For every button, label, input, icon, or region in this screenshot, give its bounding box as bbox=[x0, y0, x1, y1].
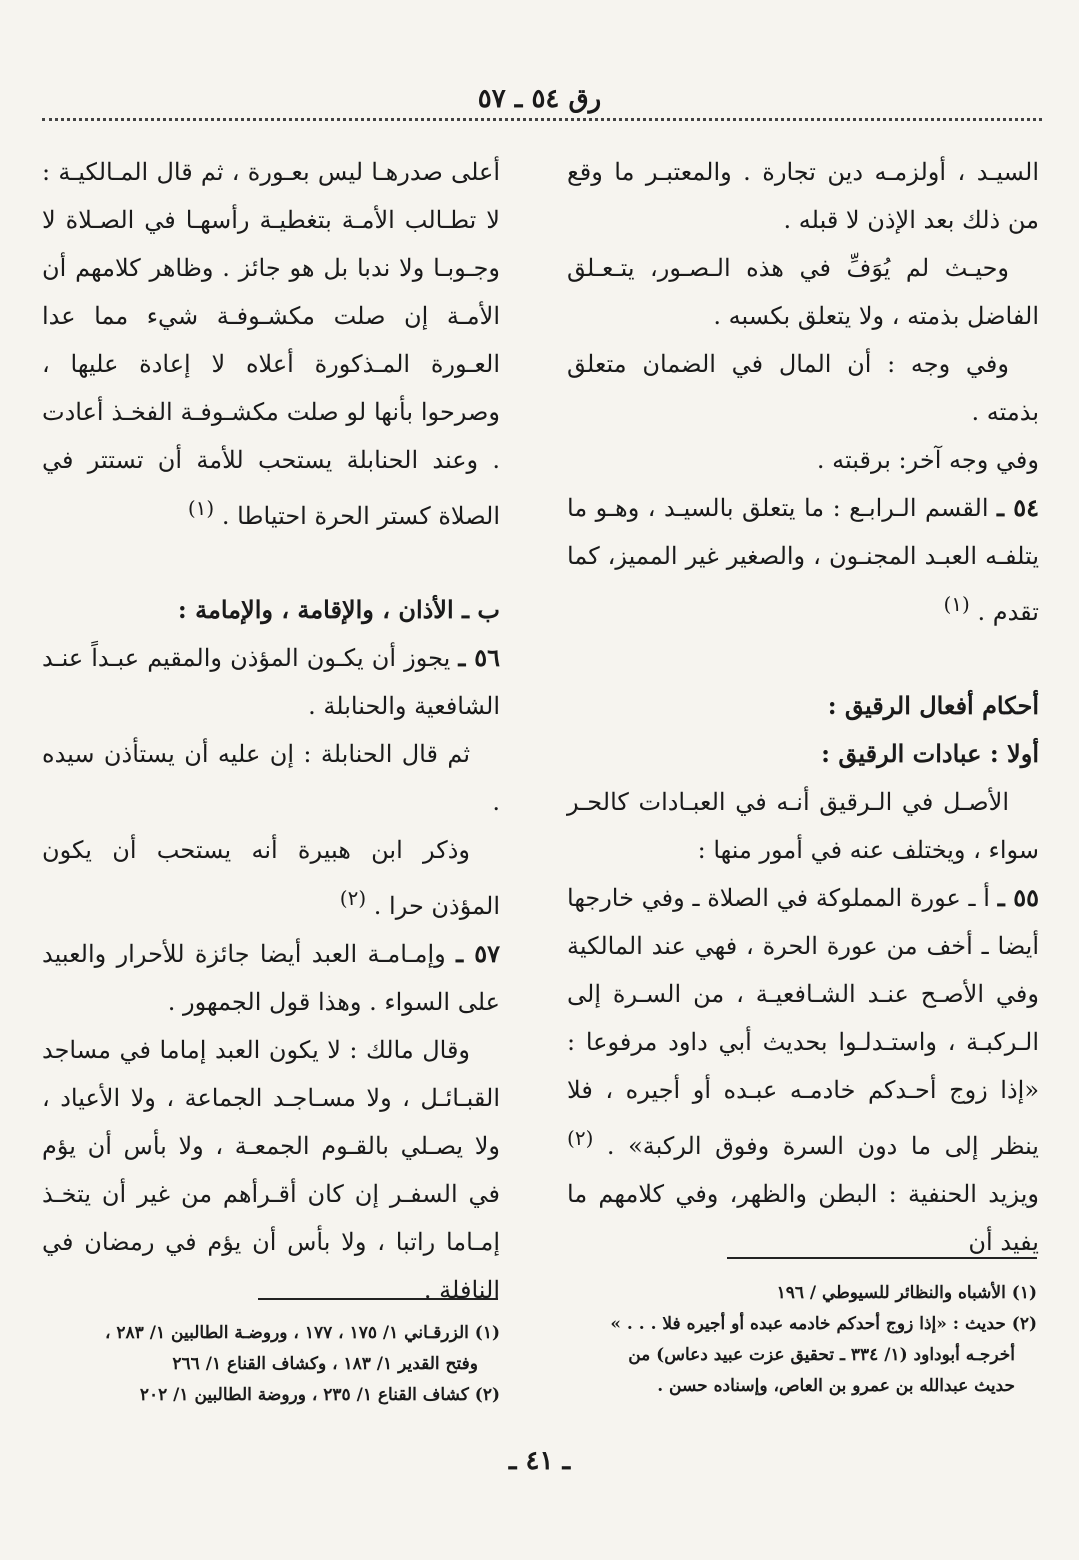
section-heading: ب ـ الأذان ، والإقامة ، والإمامة : bbox=[177, 595, 500, 624]
paragraph-text: وذكر ابن هبيرة أنه يستحب أن يكون المؤذن حرا . bbox=[42, 836, 500, 920]
numbered-paragraph bbox=[567, 484, 1039, 636]
footnotes-right bbox=[559, 1278, 1037, 1402]
footnote-ref: (١) bbox=[943, 592, 970, 616]
section-heading: أحكام أفعال الرقيق : bbox=[827, 691, 1039, 720]
paragraph bbox=[42, 148, 500, 540]
spacer bbox=[42, 540, 500, 586]
paragraph: وقال مالك : لا يكون العبد إماما في مساجد القبـائـل ، ولا مسـاجـد الجماعة ، ولا الأعياد ، ولا يصـلي بالقـوم الجمعـة ، ولا بأس أن يؤم في السفـر إن كان أقـرأهم من غير أن يتخـذ إمـاما راتبا ، ولا بأس أن يؤم في رمضان في النافلة . bbox=[42, 1036, 500, 1304]
numbered-paragraph bbox=[42, 930, 500, 1026]
footnote-rule bbox=[258, 1298, 498, 1300]
page-number: ـ ٤١ ـ bbox=[508, 1446, 571, 1476]
footnote: (١) الأشباه والنظائر للسيوطي / ١٩٦ bbox=[776, 1283, 1037, 1303]
footnote-continuation: وفتح القدير ١/ ١٨٣ ، وكشاف القناع ١/ ٢٦٦ bbox=[172, 1354, 478, 1374]
footnote-ref: (٢) bbox=[567, 1126, 594, 1150]
paragraph: وحيـث لم يُوَفِّ في هذه الـصـور، يتـعـلق الفاضل بذمته ، ولا يتعلق بكسبه . bbox=[567, 254, 1039, 330]
header-dotted-rule bbox=[42, 118, 1042, 121]
paragraph: ثم قال الحنابلة : إن عليه أن يستأذن سيده . bbox=[42, 740, 500, 816]
paragraph: وفي وجه : أن المال في الضمان متعلق بذمته . bbox=[567, 350, 1039, 426]
spacer bbox=[567, 636, 1039, 682]
paragraph-text: ويزيد الحنفية : البطن والظهر، وفي كلامهم ما يفيد أن bbox=[567, 1180, 1039, 1256]
footnote-continuation: حديث عبدالله بن عمرو بن العاص، وإسناده حسن . bbox=[657, 1376, 1015, 1396]
numbered-paragraph bbox=[42, 634, 500, 730]
paragraph-text: أ ـ عورة المملوكة في الصلاة ـ وفي خارجها أيضا ـ أخف من عورة الحرة ، فهي عند المالكية وفي الأصـح عنـد الشـافعيـة ، من السـرة إلى الـركبـة ، واستـدلـوا بحديث أبي داود مرفوعا : «إذا زوج أحـدكم خادمـه عبـده أو أجيره ، فلا ينظر إلى ما دون السرة وفوق الركبة» . bbox=[567, 884, 1039, 1160]
paragraph: وفي وجه آخر: برقبته . bbox=[816, 446, 1039, 474]
paragraph bbox=[42, 826, 500, 930]
footnote-ref: (٢) bbox=[339, 886, 367, 910]
subsection-heading: أولا : عبادات الرقيق : bbox=[821, 739, 1039, 768]
section-number: ٥٦ ـ bbox=[458, 643, 500, 672]
footnote-rule bbox=[727, 1257, 1037, 1259]
footnotes-left bbox=[70, 1318, 500, 1411]
paragraph: الأصـل في الـرقيق أنـه في العبـادات كالحـر سواء ، ويختلف عنه في أمور منها : bbox=[567, 788, 1039, 864]
section-number: ٥٧ ـ bbox=[456, 939, 500, 968]
footnote: (١) الزرقـاني ١/ ١٧٥ ، ١٧٧ ، وروضـة الطالبين ١/ ٢٨٣ ، bbox=[105, 1323, 500, 1343]
paragraph-text: وإمـامـة العبد أيضا جائزة للأحرار والعبيد على السواء . وهذا قول الجمهور . bbox=[42, 940, 500, 1016]
footnote: (٢) حديث : «إذا زوج أحدكم خادمه عبده أو أجيره فلا . . . » bbox=[610, 1314, 1037, 1334]
section-number: ٥٥ ـ bbox=[997, 883, 1039, 912]
paragraph: السيـد ، أولزمـه دين تجارة . والمعتبـر ما وقع من ذلك بعد الإذن لا قبله . bbox=[567, 158, 1039, 234]
footnote: (٢) كشاف القناع ١/ ٢٣٥ ، وروضة الطالبين ١/ ٢٠٢ bbox=[139, 1385, 500, 1405]
right-column bbox=[567, 148, 1039, 1266]
running-head: رق ٥٤ ـ ٥٧ bbox=[477, 84, 602, 114]
footnote-ref: (١) bbox=[187, 496, 215, 520]
paragraph-text: يجوز أن يكـون المؤذن والمقيم عبـداً عنـد الشافعية والحنابلة . bbox=[42, 644, 500, 720]
section-number: ٥٤ ـ bbox=[996, 493, 1039, 522]
numbered-paragraph bbox=[567, 874, 1039, 1266]
paragraph-text: أعلى صدرهـا ليس بعـورة ، ثم قال المـالكيـة : لا تطـالب الأمـة بتغطيـة رأسهـا في الصـلاة لا وجـوبـا ولا ندبا بل هو جائز . وظاهر كلامهم أن الأمـة إن صلت مكشـوفـة شيء مما عدا العـورة المـذكورة أعلاه لا إعادة عليها ، وصرحوا بأنها لو صلت مكشـوفـة الفخـذ أعادت . وعند الحنابلة يستحب للأمة أن تستتر في الصلاة كستر الحرة احتياطا . bbox=[42, 158, 500, 530]
paragraph-text: القسم الـرابـع : ما يتعلق بالسيـد ، وهـو ما يتلفـه العبـد المجنـون ، والصغير غير المميز، كما تقدم . bbox=[567, 494, 1039, 626]
footnote-continuation: أخرجـه أبوداود (١/ ٣٣٤ ـ تحقيق عزت عبيد دعاس) من bbox=[628, 1345, 1015, 1365]
left-column bbox=[42, 148, 500, 1314]
